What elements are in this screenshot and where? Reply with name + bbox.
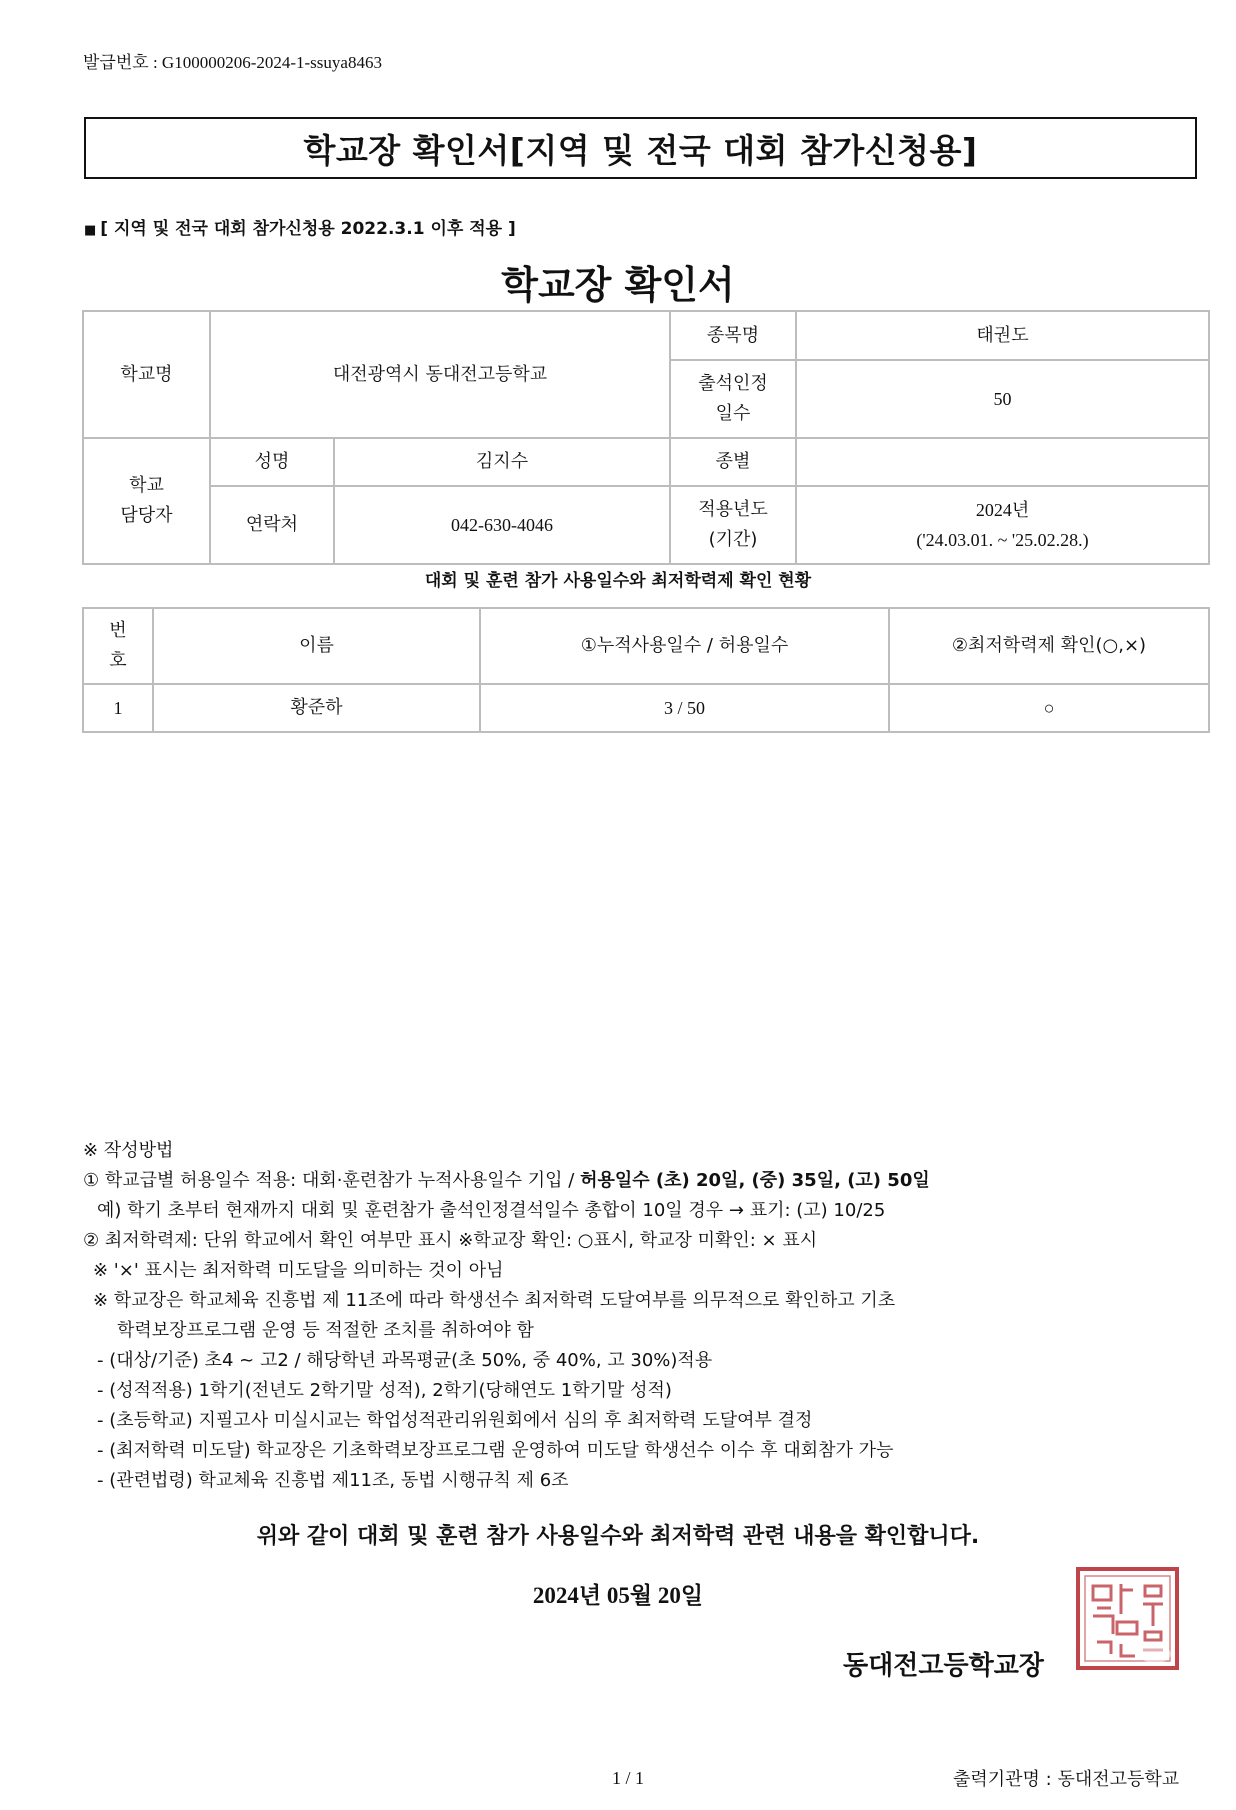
issue-number: 발급번호 : G100000206-2024-1-ssuya8463 [83, 53, 382, 72]
name-label: 성명 [210, 438, 334, 486]
guide-line-4: ※ '×' 표시는 최저학력 미도달을 의미하는 것이 아님 [93, 1260, 504, 1281]
year-label-line1: 적용년도 [698, 499, 768, 520]
status-table [82, 607, 1210, 733]
row-number: 1 [83, 684, 153, 732]
official-seal-icon [1075, 1566, 1180, 1671]
school-name-value: 대전광역시 동대전고등학교 [210, 311, 670, 438]
gender-value [796, 438, 1209, 486]
guide-line-7: - (대상/기준) 초4 ~ 고2 / 해당학년 과목평균(초 50%, 중 40%, 고 30%)적용 [97, 1350, 713, 1371]
principal-signature-name: 동대전고등학교장 [843, 1651, 1044, 1681]
guide-line-8: - (성적적용) 1학기(전년도 2학기말 성적), 2학기(당해연도 1학기말 성적) [97, 1380, 672, 1401]
header-number-line1: 번 [109, 620, 127, 641]
manager-label-line1: 학교 [129, 475, 164, 496]
guide-line-1-text: ① 학교급별 허용일수 적용: 대회·훈련참가 누적사용일수 기입 / [83, 1170, 581, 1191]
year-label-line2: (기간) [708, 529, 758, 550]
guide-line-6: 학력보장프로그램 운영 등 적절한 조치를 취하여야 함 [117, 1320, 534, 1341]
guide-heading: ※ 작성방법 [83, 1140, 174, 1161]
seal-smudge [1139, 1645, 1171, 1663]
sub-title: 학교장 확인서 [501, 263, 735, 307]
confirmation-text: 위와 같이 대회 및 훈련 참가 사용일수와 최저학력 관련 내용을 확인합니다. [256, 1524, 980, 1549]
row-check: ○ [889, 684, 1209, 732]
notice-marker: ■ [84, 223, 97, 238]
year-value-line2: ('24.03.01. ~ '25.02.28.) [916, 530, 1089, 550]
contact-label: 연락처 [210, 486, 334, 564]
attendance-value: 50 [796, 360, 1209, 438]
attendance-label-line1: 출석인정 [698, 373, 768, 394]
writing-guide [83, 1136, 930, 1496]
attendance-label-line2: 일수 [715, 403, 751, 424]
guide-line-1-bold: 허용일수 (초) 20일, (중) 35일, (고) 50일 [580, 1170, 930, 1191]
header-number [83, 608, 153, 684]
notice-text: [ 지역 및 전국 대회 참가신청용 2022.3.1 이후 적용 ] [100, 219, 516, 239]
header-name: 이름 [153, 608, 480, 684]
guide-line-10: - (최저학력 미도달) 학교장은 기초학력보장프로그램 운영하여 미도달 학생선수 이수 후 대회참가 가능 [97, 1440, 894, 1461]
document-title: 학교장 확인서[지역 및 전국 대회 참가신청용] [303, 130, 978, 170]
gender-label: 종별 [670, 438, 796, 486]
table-row [83, 684, 1209, 732]
manager-label-line2: 담당자 [120, 505, 173, 526]
sport-label: 종목명 [670, 311, 796, 360]
guide-line-11: - (관련법령) 학교체육 진흥법 제11조, 동법 시행규칙 제 6조 [97, 1470, 569, 1491]
year-value [796, 486, 1209, 564]
header-number-line2: 호 [109, 650, 127, 671]
status-caption: 대회 및 훈련 참가 사용일수와 최저학력제 확인 현황 [424, 571, 812, 591]
issuing-institution: 출력기관명 : 동대전고등학교 [953, 1769, 1180, 1790]
year-value-line1: 2024년 [975, 500, 1030, 520]
sport-value: 태권도 [796, 311, 1209, 360]
page-number: 1 / 1 [612, 1768, 645, 1788]
document-title-box [84, 117, 1197, 179]
guide-line-1 [83, 1166, 930, 1196]
attendance-label [670, 360, 796, 438]
row-days: 3 / 50 [480, 684, 889, 732]
contact-value: 042-630-4046 [334, 486, 670, 564]
issue-date: 2024년 05월 20일 [532, 1583, 704, 1608]
name-value: 김지수 [334, 438, 670, 486]
status-header-row [83, 608, 1209, 684]
manager-label [83, 438, 210, 564]
guide-line-3: ② 최저학력제: 단위 학교에서 확인 여부만 표시 ※학교장 확인: ○표시, 학교장 미확인: × 표시 [83, 1230, 818, 1251]
guide-line-9: - (초등학교) 지필고사 미실시교는 학업성적관리위원회에서 심의 후 최저학력 도달여부 결정 [97, 1410, 813, 1431]
school-name-label: 학교명 [83, 311, 210, 438]
year-label [670, 486, 796, 564]
guide-line-2: 예) 학기 초부터 현재까지 대회 및 훈련참가 출석인정결석일수 총합이 10일 경우 → 표기: (고) 10/25 [97, 1200, 886, 1221]
header-check: ②최저학력제 확인(○,×) [889, 608, 1209, 684]
notice-line [84, 214, 516, 239]
row-name: 황준하 [153, 684, 480, 732]
info-table [82, 310, 1210, 565]
guide-line-5: ※ 학교장은 학교체육 진흥법 제 11조에 따라 학생선수 최저학력 도달여부를 의무적으로 확인하고 기초 [93, 1290, 896, 1311]
header-days: ①누적사용일수 / 허용일수 [480, 608, 889, 684]
